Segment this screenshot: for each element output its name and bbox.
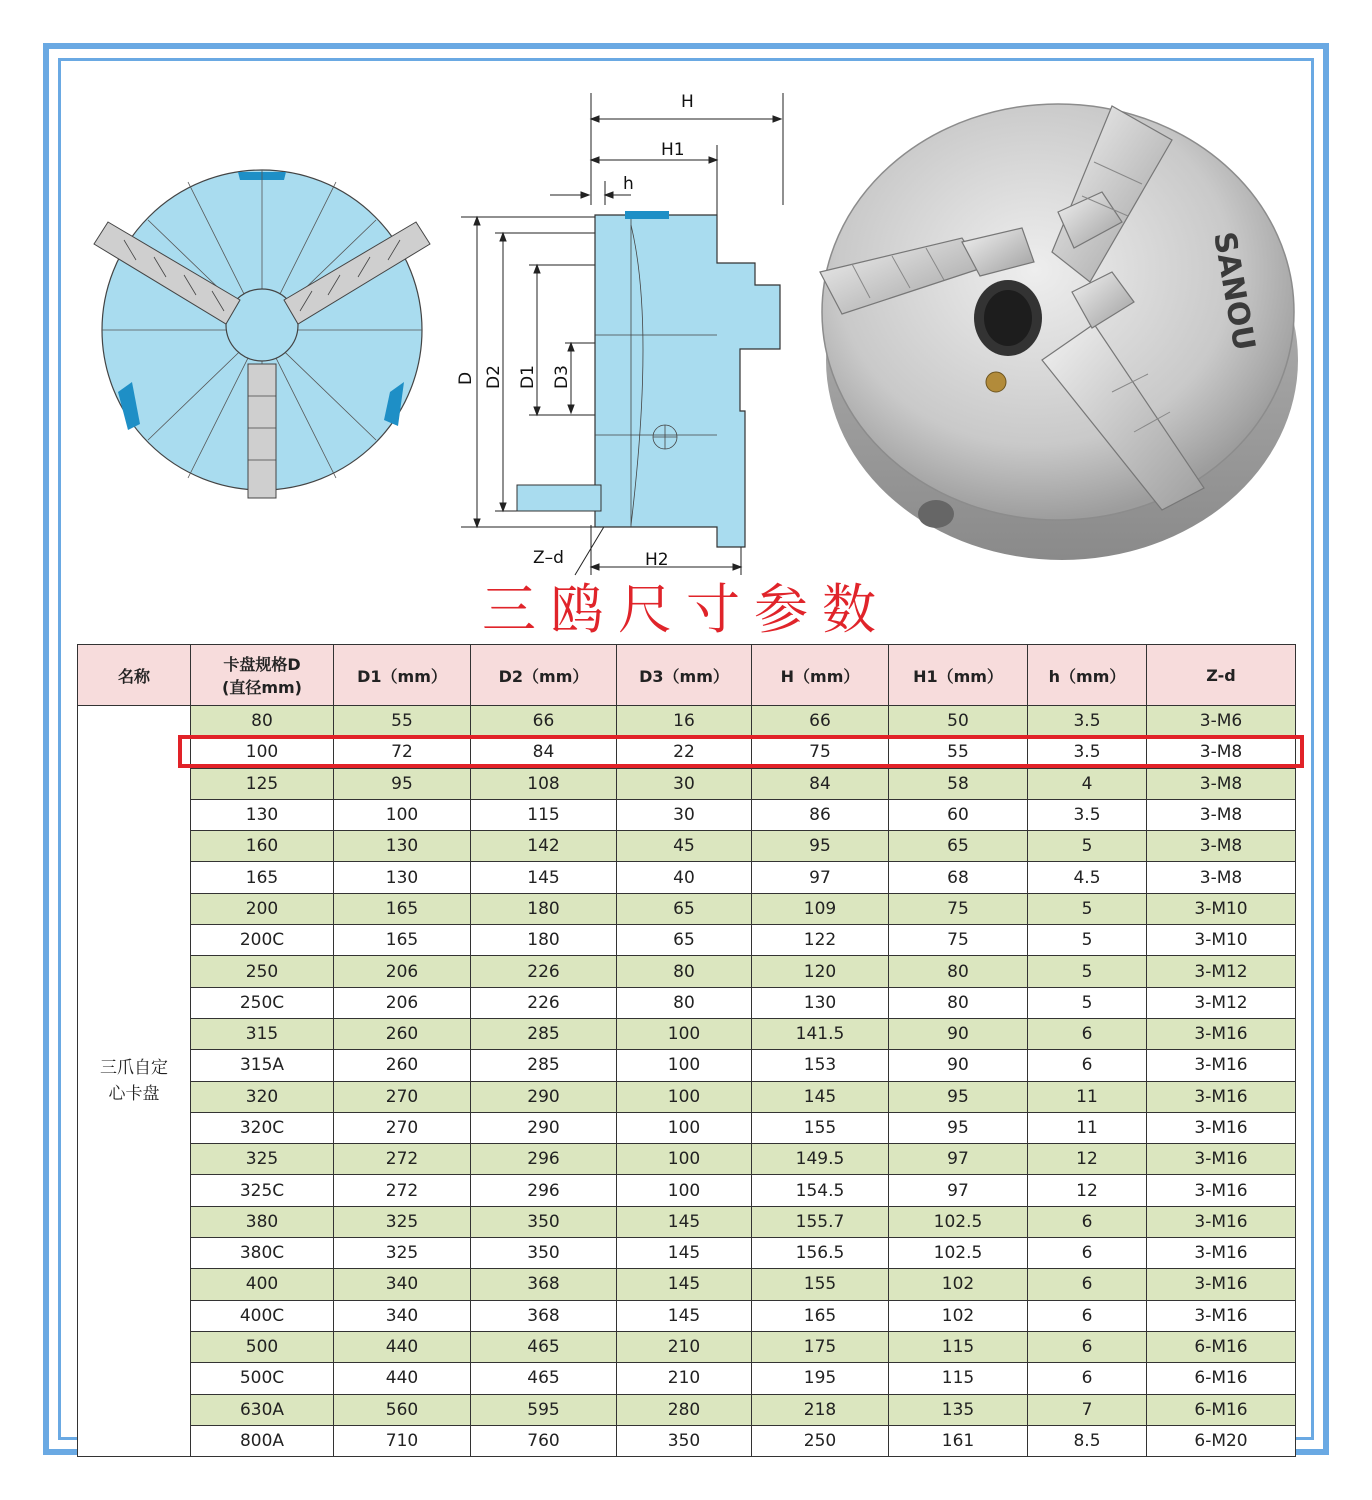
table-cell: 296 (471, 1144, 617, 1175)
table-cell: 97 (752, 862, 889, 893)
table-cell: 135 (889, 1394, 1028, 1425)
table-row (78, 706, 1296, 737)
table-cell: 226 (471, 956, 617, 987)
table-cell: 290 (471, 1081, 617, 1112)
column-header: D1（mm） (334, 645, 471, 706)
table-cell: 122 (752, 925, 889, 956)
table-cell: 3-M8 (1147, 831, 1296, 862)
dim-label-D1: D1 (518, 365, 538, 389)
table-cell: 125 (191, 768, 334, 799)
table-cell: 5 (1028, 925, 1147, 956)
dim-label-h: h (623, 174, 634, 194)
table-cell: 3-M8 (1147, 737, 1296, 768)
table-cell: 102 (889, 1300, 1028, 1331)
table-cell: 465 (471, 1363, 617, 1394)
table-cell: 165 (191, 862, 334, 893)
table-cell: 250 (752, 1425, 889, 1456)
table-cell: 153 (752, 1050, 889, 1081)
table-cell: 6 (1028, 1269, 1147, 1300)
table-cell: 200C (191, 925, 334, 956)
table-cell: 260 (334, 1050, 471, 1081)
column-header: h（mm） (1028, 645, 1147, 706)
table-cell: 5 (1028, 831, 1147, 862)
table-cell: 5 (1028, 893, 1147, 924)
table-cell: 75 (889, 925, 1028, 956)
table-cell: 760 (471, 1425, 617, 1456)
table-row (78, 799, 1296, 830)
column-header: D2（mm） (471, 645, 617, 706)
table-cell: 6 (1028, 1050, 1147, 1081)
table-cell: 6-M20 (1147, 1425, 1296, 1456)
table-cell: 6 (1028, 1363, 1147, 1394)
table-cell: 4 (1028, 768, 1147, 799)
table-cell: 66 (752, 706, 889, 737)
table-cell: 97 (889, 1144, 1028, 1175)
table-cell: 3-M10 (1147, 925, 1296, 956)
table-row (78, 1238, 1296, 1269)
table-cell: 560 (334, 1394, 471, 1425)
table-cell: 180 (471, 925, 617, 956)
table-cell: 130 (334, 862, 471, 893)
dim-label-D2: D2 (484, 365, 504, 389)
table-cell: 65 (617, 893, 752, 924)
table-row (78, 987, 1296, 1018)
table-cell: 5 (1028, 956, 1147, 987)
table-cell: 102 (889, 1269, 1028, 1300)
column-header: 名称 (78, 645, 191, 706)
table-cell: 296 (471, 1175, 617, 1206)
dim-label-H1: H1 (661, 140, 685, 160)
table-cell: 65 (617, 925, 752, 956)
table-cell: 145 (617, 1300, 752, 1331)
table-cell: 206 (334, 956, 471, 987)
table-cell: 95 (889, 1112, 1028, 1143)
table-cell: 6 (1028, 1206, 1147, 1237)
table-cell: 55 (889, 737, 1028, 768)
table-cell: 11 (1028, 1081, 1147, 1112)
table-cell: 210 (617, 1363, 752, 1394)
table-row (78, 768, 1296, 799)
table-cell: 250 (191, 956, 334, 987)
table-cell: 250C (191, 987, 334, 1018)
table-cell: 280 (617, 1394, 752, 1425)
table-row (78, 893, 1296, 924)
table-cell: 120 (752, 956, 889, 987)
column-header: H1（mm） (889, 645, 1028, 706)
table-cell: 100 (617, 1175, 752, 1206)
table-cell: 6 (1028, 1238, 1147, 1269)
table-cell: 3.5 (1028, 799, 1147, 830)
table-row (78, 1363, 1296, 1394)
chuck-section-diagram (455, 85, 795, 585)
table-cell: 115 (889, 1331, 1028, 1362)
table-cell: 368 (471, 1269, 617, 1300)
table-cell: 3-M16 (1147, 1144, 1296, 1175)
table-row (78, 1331, 1296, 1362)
table-row (78, 1050, 1296, 1081)
table-row (78, 1144, 1296, 1175)
table-cell: 380C (191, 1238, 334, 1269)
table-cell: 440 (334, 1331, 471, 1362)
table-cell: 108 (471, 768, 617, 799)
table-row (78, 1425, 1296, 1456)
table-cell: 90 (889, 1050, 1028, 1081)
column-header: H（mm） (752, 645, 889, 706)
table-cell: 315A (191, 1050, 334, 1081)
table-row (78, 1018, 1296, 1049)
table-cell: 380 (191, 1206, 334, 1237)
table-cell: 45 (617, 831, 752, 862)
table-cell: 156.5 (752, 1238, 889, 1269)
dim-label-H2: H2 (645, 550, 669, 570)
table-row (78, 956, 1296, 987)
table-cell: 3-M16 (1147, 1269, 1296, 1300)
table-cell: 325C (191, 1175, 334, 1206)
table-cell: 630A (191, 1394, 334, 1425)
table-cell: 84 (471, 737, 617, 768)
table-cell: 100 (617, 1050, 752, 1081)
table-cell: 290 (471, 1112, 617, 1143)
table-cell: 500 (191, 1331, 334, 1362)
table-cell: 12 (1028, 1175, 1147, 1206)
table-cell: 3-M16 (1147, 1238, 1296, 1269)
chuck-front-view-diagram (88, 160, 438, 500)
table-cell: 90 (889, 1018, 1028, 1049)
table-cell: 285 (471, 1050, 617, 1081)
table-cell: 6-M16 (1147, 1331, 1296, 1362)
table-cell: 102.5 (889, 1238, 1028, 1269)
table-cell: 285 (471, 1018, 617, 1049)
table-cell: 6 (1028, 1331, 1147, 1362)
table-cell: 3.5 (1028, 737, 1147, 768)
table-cell: 325 (191, 1144, 334, 1175)
table-cell: 206 (334, 987, 471, 1018)
table-cell: 270 (334, 1112, 471, 1143)
table-row (78, 1112, 1296, 1143)
table-cell: 165 (752, 1300, 889, 1331)
table-cell: 500C (191, 1363, 334, 1394)
highlighted-row-frame (178, 735, 1304, 768)
product-name-cell: 三爪自定 心卡盘 (78, 706, 191, 1457)
table-cell: 161 (889, 1425, 1028, 1456)
table-cell: 368 (471, 1300, 617, 1331)
table-cell: 155 (752, 1269, 889, 1300)
table-cell: 145 (617, 1206, 752, 1237)
table-cell: 3-M8 (1147, 768, 1296, 799)
table-cell: 3-M10 (1147, 893, 1296, 924)
table-cell: 80 (889, 956, 1028, 987)
table-cell: 5 (1028, 987, 1147, 1018)
table-cell: 7 (1028, 1394, 1147, 1425)
table-cell: 75 (752, 737, 889, 768)
table-cell: 141.5 (752, 1018, 889, 1049)
table-cell: 95 (334, 768, 471, 799)
table-cell: 226 (471, 987, 617, 1018)
table-cell: 155.7 (752, 1206, 889, 1237)
table-cell: 200 (191, 893, 334, 924)
table-cell: 465 (471, 1331, 617, 1362)
table-cell: 260 (334, 1018, 471, 1049)
table-row (78, 862, 1296, 893)
table-cell: 97 (889, 1175, 1028, 1206)
table-cell: 218 (752, 1394, 889, 1425)
table-cell: 3-M16 (1147, 1300, 1296, 1331)
dim-label-Z-d: Z–d (533, 548, 564, 568)
table-cell: 3-M12 (1147, 956, 1296, 987)
table-cell: 100 (617, 1112, 752, 1143)
table-row (78, 1081, 1296, 1112)
table-cell: 350 (471, 1238, 617, 1269)
table-cell: 30 (617, 768, 752, 799)
column-header: Z-d (1147, 645, 1296, 706)
table-cell: 145 (617, 1238, 752, 1269)
table-cell: 145 (471, 862, 617, 893)
table-cell: 65 (889, 831, 1028, 862)
table-row (78, 1175, 1296, 1206)
table-cell: 30 (617, 799, 752, 830)
table-cell: 75 (889, 893, 1028, 924)
table-row (78, 1206, 1296, 1237)
table-cell: 95 (752, 831, 889, 862)
table-cell: 3-M16 (1147, 1175, 1296, 1206)
table-cell: 6-M16 (1147, 1363, 1296, 1394)
table-cell: 16 (617, 706, 752, 737)
table-cell: 12 (1028, 1144, 1147, 1175)
table-cell: 115 (471, 799, 617, 830)
table-cell: 325 (334, 1238, 471, 1269)
table-row (78, 1394, 1296, 1425)
table-cell: 109 (752, 893, 889, 924)
column-header: D3（mm） (617, 645, 752, 706)
table-cell: 3-M6 (1147, 706, 1296, 737)
table-cell: 6 (1028, 1018, 1147, 1049)
table-cell: 100 (617, 1081, 752, 1112)
table-cell: 340 (334, 1269, 471, 1300)
table-cell: 130 (334, 831, 471, 862)
table-cell: 3-M8 (1147, 799, 1296, 830)
table-cell: 165 (334, 893, 471, 924)
column-header: 卡盘规格D (直径mm) (191, 645, 334, 706)
table-cell: 6 (1028, 1300, 1147, 1331)
table-cell: 100 (191, 737, 334, 768)
table-cell: 325 (334, 1206, 471, 1237)
table-cell: 320 (191, 1081, 334, 1112)
table-cell: 50 (889, 706, 1028, 737)
table-header-row (78, 645, 1296, 706)
table-cell: 3-M16 (1147, 1081, 1296, 1112)
table-cell: 72 (334, 737, 471, 768)
table-cell: 40 (617, 862, 752, 893)
table-cell: 100 (617, 1018, 752, 1049)
table-cell: 95 (889, 1081, 1028, 1112)
table-cell: 4.5 (1028, 862, 1147, 893)
table-cell: 68 (889, 862, 1028, 893)
table-cell: 165 (334, 925, 471, 956)
table-cell: 149.5 (752, 1144, 889, 1175)
table-cell: 210 (617, 1331, 752, 1362)
table-cell: 270 (334, 1081, 471, 1112)
table-cell: 80 (617, 956, 752, 987)
table-cell: 400C (191, 1300, 334, 1331)
table-cell: 22 (617, 737, 752, 768)
table-cell: 86 (752, 799, 889, 830)
table-cell: 6-M16 (1147, 1394, 1296, 1425)
table-cell: 3-M12 (1147, 987, 1296, 1018)
table-cell: 130 (191, 799, 334, 830)
table-cell: 272 (334, 1144, 471, 1175)
table-cell: 60 (889, 799, 1028, 830)
table-cell: 155 (752, 1112, 889, 1143)
table-row (78, 1300, 1296, 1331)
table-cell: 115 (889, 1363, 1028, 1394)
table-cell: 8.5 (1028, 1425, 1147, 1456)
chuck-product-photo (812, 92, 1312, 572)
table-cell: 130 (752, 987, 889, 1018)
table-cell: 315 (191, 1018, 334, 1049)
table-cell: 710 (334, 1425, 471, 1456)
table-cell: 272 (334, 1175, 471, 1206)
table-cell: 11 (1028, 1112, 1147, 1143)
table-cell: 58 (889, 768, 1028, 799)
table-cell: 400 (191, 1269, 334, 1300)
table-cell: 3-M16 (1147, 1050, 1296, 1081)
dim-label-D3: D3 (552, 365, 572, 389)
table-cell: 145 (617, 1269, 752, 1300)
table-cell: 3.5 (1028, 706, 1147, 737)
table-cell: 3-M8 (1147, 862, 1296, 893)
table-row (78, 925, 1296, 956)
table-cell: 3-M16 (1147, 1206, 1296, 1237)
table-cell: 100 (617, 1144, 752, 1175)
brand-logo: SANOU (1206, 229, 1262, 354)
table-row (78, 831, 1296, 862)
table-cell: 160 (191, 831, 334, 862)
table-cell: 55 (334, 706, 471, 737)
table-cell: 595 (471, 1394, 617, 1425)
table-cell: 175 (752, 1331, 889, 1362)
table-cell: 80 (889, 987, 1028, 1018)
table-cell: 3-M16 (1147, 1018, 1296, 1049)
table-cell: 180 (471, 893, 617, 924)
table-cell: 195 (752, 1363, 889, 1394)
table-cell: 80 (191, 706, 334, 737)
table-cell: 800A (191, 1425, 334, 1456)
table-cell: 350 (617, 1425, 752, 1456)
table-cell: 142 (471, 831, 617, 862)
table-cell: 340 (334, 1300, 471, 1331)
dim-label-H: H (681, 92, 694, 112)
table-cell: 145 (752, 1081, 889, 1112)
table-cell: 80 (617, 987, 752, 1018)
table-cell: 84 (752, 768, 889, 799)
table-cell: 440 (334, 1363, 471, 1394)
table-cell: 66 (471, 706, 617, 737)
table-cell: 100 (334, 799, 471, 830)
table-cell: 320C (191, 1112, 334, 1143)
table-cell: 350 (471, 1206, 617, 1237)
dim-label-D: D (456, 371, 476, 385)
table-row (78, 1269, 1296, 1300)
page-title: 三鸥尺寸参数 (482, 578, 890, 641)
table-cell: 3-M16 (1147, 1112, 1296, 1143)
table-cell: 102.5 (889, 1206, 1028, 1237)
table-cell: 154.5 (752, 1175, 889, 1206)
